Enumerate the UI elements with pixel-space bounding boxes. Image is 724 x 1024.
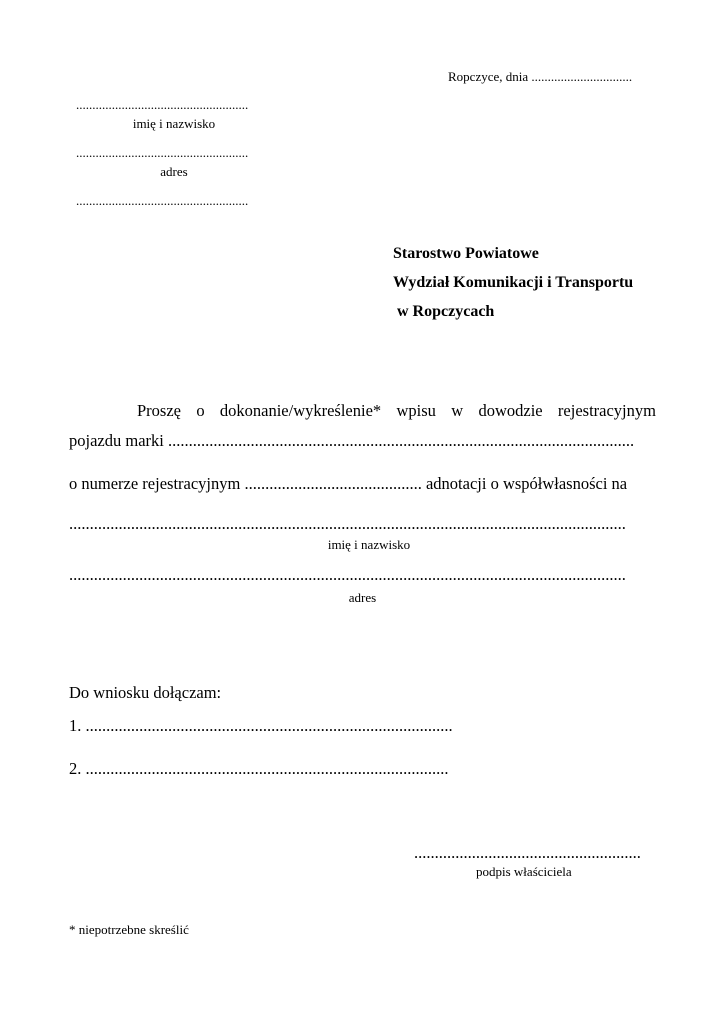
- attachment-item-1: 1. .........................................................................................: [69, 716, 453, 735]
- request-word: o: [196, 401, 205, 420]
- registration-number-line: o numerze rejestracyjnym ........................................... adnotacji o współwłasności na: [69, 474, 628, 493]
- attachments-heading: Do wniosku dołączam:: [69, 683, 222, 702]
- applicant-address-block: [76, 145, 272, 180]
- recipient-line-3: w Ropczycach: [397, 303, 495, 320]
- applicant-name-label: imię i nazwisko: [132, 116, 216, 131]
- recipient-line-2: Wydział Komunikacji i Transportu: [393, 274, 634, 291]
- place-date: Ropczyce, dnia ...............................: [448, 69, 633, 84]
- co-owner-address-line: .......................................................................................................................................: [69, 565, 626, 584]
- attachment-item-2: 2. ........................................................................................: [69, 759, 449, 778]
- signature-line: .......................................................: [414, 843, 641, 862]
- applicant-extra-line: .....................................................: [76, 193, 249, 208]
- signature-label: podpis właściciela: [476, 864, 572, 879]
- vehicle-make-line: pojazdu marki .................................................................................................................: [69, 431, 635, 450]
- applicant-address-label: adres: [160, 164, 188, 179]
- request-word: w: [451, 401, 464, 420]
- co-owner-address-label: adres: [348, 590, 377, 605]
- co-owner-name-line: .......................................................................................................................................: [69, 514, 626, 533]
- request-word: dowodzie: [478, 401, 543, 420]
- request-word: rejestracyjnym: [557, 401, 656, 420]
- recipient-line-1: Starostwo Powiatowe: [393, 245, 539, 262]
- request-word: dokonanie/wykreślenie*: [219, 401, 382, 420]
- footnote: * niepotrzebne skreślić: [69, 922, 189, 937]
- co-owner-name-label: imię i nazwisko: [327, 537, 411, 552]
- request-word: wpisu: [396, 401, 436, 420]
- applicant-name-line: .....................................................: [76, 97, 249, 112]
- applicant-address-line: .....................................................: [76, 145, 249, 160]
- applicant-block: [76, 97, 272, 132]
- request-word: Proszę: [137, 401, 181, 420]
- request-first-line: [137, 401, 656, 421]
